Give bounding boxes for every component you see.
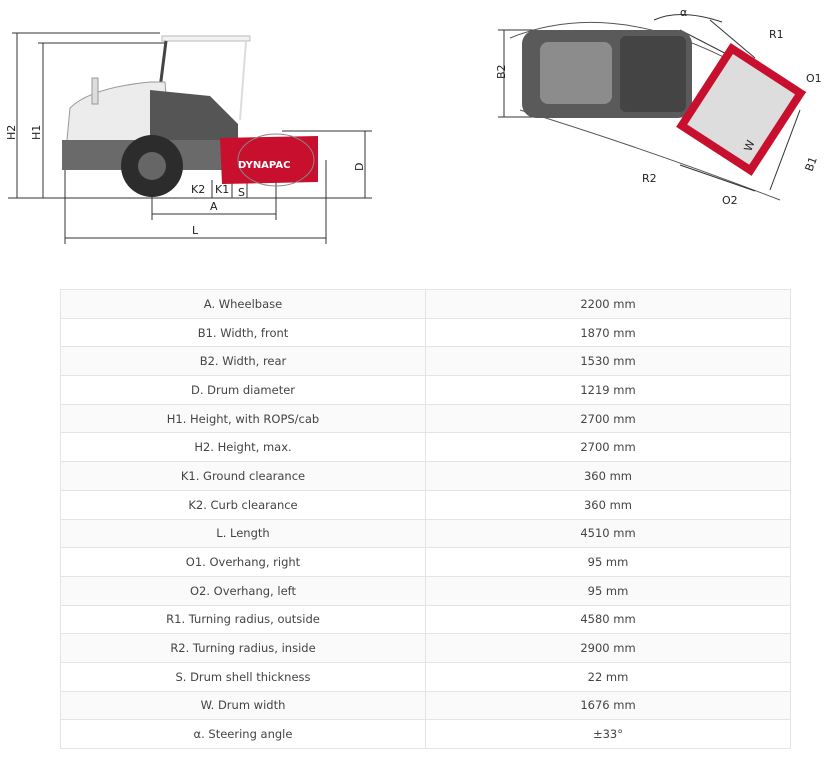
table-row — [61, 720, 791, 749]
table-row — [61, 433, 791, 462]
spec-label: B2. Width, rear — [61, 347, 426, 376]
table-row — [61, 376, 791, 405]
spec-value: 2700 mm — [426, 404, 791, 433]
spec-label: B1. Width, front — [61, 318, 426, 347]
spec-value: 360 mm — [426, 490, 791, 519]
d-label: D — [353, 162, 366, 171]
spec-value: 22 mm — [426, 662, 791, 691]
spec-label: D. Drum diameter — [61, 376, 426, 405]
spec-label: S. Drum shell thickness — [61, 662, 426, 691]
o2-label: O2 — [722, 194, 738, 207]
table-row — [61, 691, 791, 720]
spec-label: R2. Turning radius, inside — [61, 634, 426, 663]
table-row — [61, 662, 791, 691]
spec-value: 4510 mm — [426, 519, 791, 548]
roller-machine — [62, 36, 318, 197]
spec-label: K1. Ground clearance — [61, 462, 426, 491]
spec-value: 4580 mm — [426, 605, 791, 634]
s-label: S — [238, 186, 245, 199]
r2-label: R2 — [642, 172, 657, 185]
spec-value: 95 mm — [426, 548, 791, 577]
spec-value: 2200 mm — [426, 290, 791, 319]
specs-table — [60, 289, 791, 749]
spec-value: 360 mm — [426, 462, 791, 491]
table-row — [61, 576, 791, 605]
table-row — [61, 404, 791, 433]
h2-label: H2 — [5, 124, 18, 140]
table-row — [61, 290, 791, 319]
spec-label: α. Steering angle — [61, 720, 426, 749]
o1-label: O1 — [806, 72, 822, 85]
table-row — [61, 519, 791, 548]
table-row — [61, 462, 791, 491]
spec-label: O1. Overhang, right — [61, 548, 426, 577]
w-label: W — [741, 138, 758, 154]
spec-value: 1870 mm — [426, 318, 791, 347]
top-view-diagram — [480, 0, 840, 215]
table-row — [61, 347, 791, 376]
spec-value: 1530 mm — [426, 347, 791, 376]
spec-label: K2. Curb clearance — [61, 490, 426, 519]
spec-value: 95 mm — [426, 576, 791, 605]
spec-value: 2900 mm — [426, 634, 791, 663]
table-row — [61, 634, 791, 663]
k2-label: K2 — [191, 183, 206, 196]
a-label: A — [210, 200, 218, 213]
spec-value: 1676 mm — [426, 691, 791, 720]
r1-label: R1 — [769, 28, 784, 41]
h1-label: H1 — [30, 124, 43, 140]
spec-label: A. Wheelbase — [61, 290, 426, 319]
table-row — [61, 318, 791, 347]
side-view-diagram — [0, 0, 420, 270]
spec-label: R1. Turning radius, outside — [61, 605, 426, 634]
spec-value: ±33° — [426, 720, 791, 749]
top-view-machine — [522, 30, 806, 176]
spec-label: L. Length — [61, 519, 426, 548]
alpha-label: α — [680, 6, 688, 19]
l-label: L — [192, 224, 199, 237]
table-row — [61, 548, 791, 577]
spec-label: O2. Overhang, left — [61, 576, 426, 605]
k1-label: K1 — [215, 183, 230, 196]
spec-label: H1. Height, with ROPS/cab — [61, 404, 426, 433]
brand-label: DYNAPAC — [238, 160, 291, 171]
spec-label: W. Drum width — [61, 691, 426, 720]
table-row — [61, 605, 791, 634]
b1-label: B1 — [802, 154, 820, 174]
spec-value: 1219 mm — [426, 376, 791, 405]
table-row — [61, 490, 791, 519]
spec-label: H2. Height, max. — [61, 433, 426, 462]
b2-label: B2 — [495, 64, 508, 79]
spec-value: 2700 mm — [426, 433, 791, 462]
